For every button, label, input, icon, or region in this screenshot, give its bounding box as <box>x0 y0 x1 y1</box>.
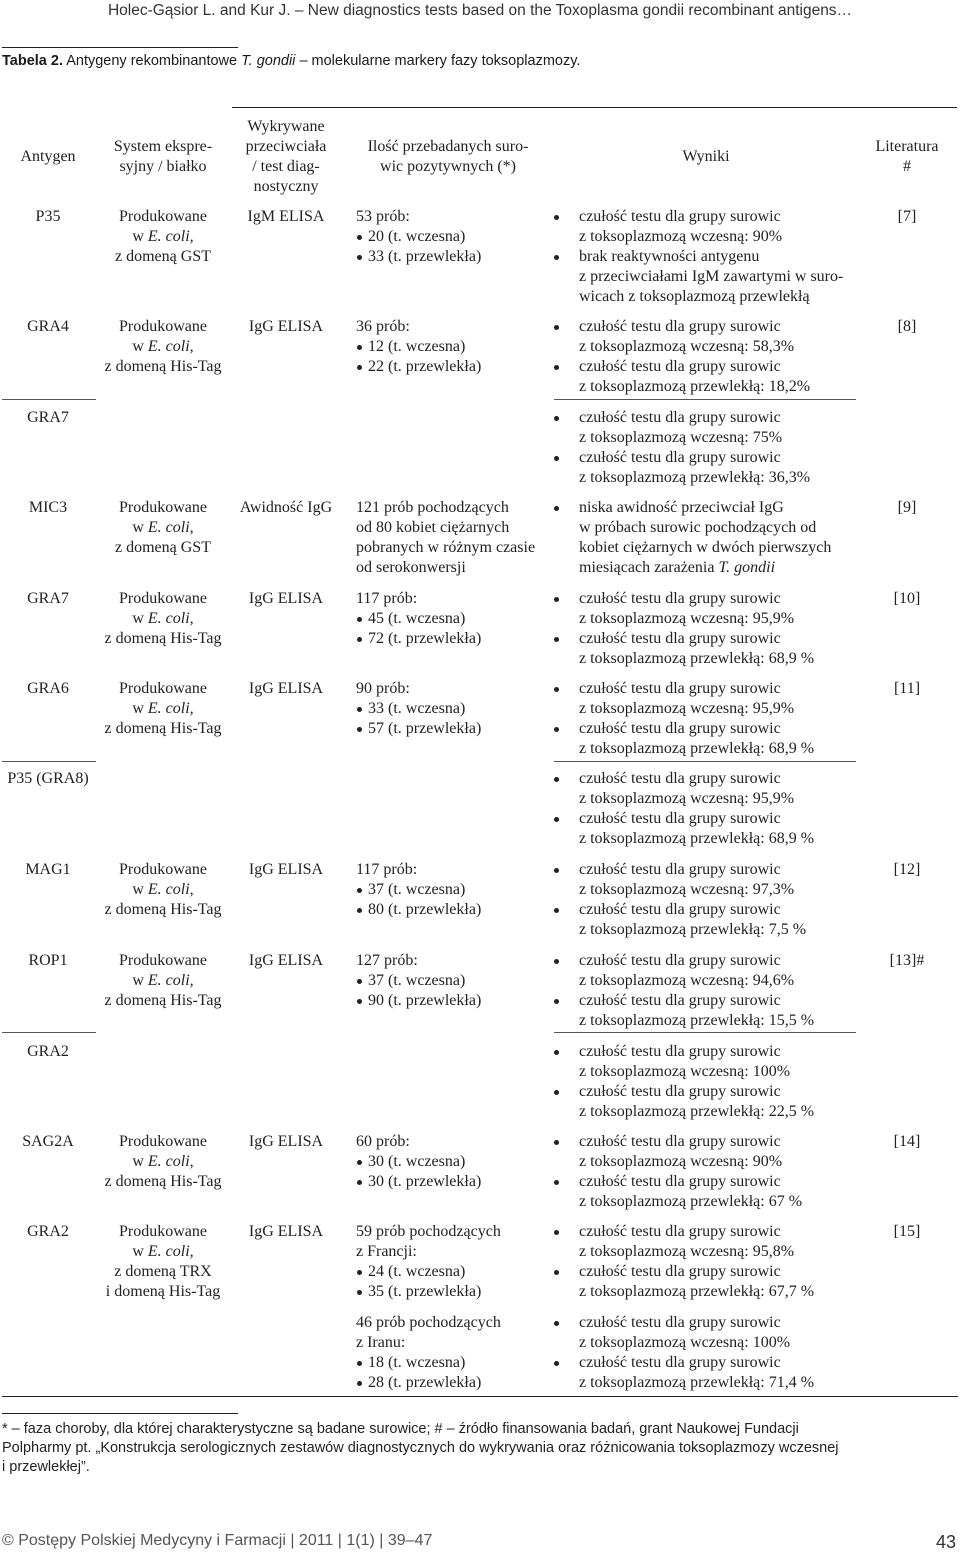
result-line: z toksoplazmozą wczesną: 90% <box>579 1153 783 1170</box>
count-item: 35 (t. przewlekła) <box>356 1282 546 1302</box>
result-line: z toksoplazmozą przewlekłą: 18,2% <box>579 378 811 395</box>
result-line: czułość testu dla grupy surowic <box>579 1083 781 1100</box>
system-line: z domeną His-Tag <box>104 992 222 1009</box>
literature-cell: [9] <box>897 499 917 516</box>
table-footnote <box>2 1420 958 1477</box>
count-line: 90 prób: <box>356 680 410 697</box>
count-cell <box>356 1313 546 1393</box>
system-prefix: w <box>132 1243 148 1260</box>
result-item <box>566 1313 866 1353</box>
result-line: z toksoplazmozą przewlekłą: 36,3% <box>579 469 811 486</box>
header-count <box>342 137 554 177</box>
results-cell <box>554 769 866 849</box>
count-item: 30 (t. wczesna) <box>356 1152 546 1172</box>
result-item <box>566 589 866 629</box>
system-line: z domeną GST <box>115 248 211 265</box>
system-cell <box>96 860 230 920</box>
result-line: z toksoplazmozą przewlekłą: 67 % <box>579 1193 803 1210</box>
header-results: Wyniki <box>682 148 730 165</box>
header-antibodies-line: przeciwciała <box>245 138 327 155</box>
system-prefix: w <box>132 610 148 627</box>
result-line: z toksoplazmozą wczesną: 100% <box>579 1334 791 1351</box>
result-line: z toksoplazmozą przewlekłą: 71,4 % <box>579 1374 815 1391</box>
result-line: czułość testu dla grupy surowic <box>579 810 781 827</box>
result-item <box>566 247 866 307</box>
result-line: z toksoplazmozą przewlekłą: 22,5 % <box>579 1103 815 1120</box>
result-line: czułość testu dla grupy surowic <box>579 901 781 918</box>
antigen-cell: GRA2 <box>27 1223 69 1240</box>
result-line <box>579 558 866 578</box>
result-line: z toksoplazmozą przewlekłą: 67,7 % <box>579 1283 815 1300</box>
result-line: czułość testu dla grupy surowic <box>579 952 781 969</box>
antigen-cell: GRA7 <box>27 590 69 607</box>
result-line: czułość testu dla grupy surowic <box>579 861 781 878</box>
table-bottom-rule <box>2 1396 958 1397</box>
count-item: 30 (t. przewlekła) <box>356 1172 546 1192</box>
system-line <box>96 971 230 991</box>
literature-cell: [8] <box>897 318 917 335</box>
row-divider <box>554 1032 856 1033</box>
results-cell <box>554 860 866 940</box>
result-line: z toksoplazmozą wczesną: 90% <box>579 228 783 245</box>
result-line: czułość testu dla grupy surowic <box>579 1223 781 1240</box>
system-line <box>96 1242 230 1262</box>
result-item <box>566 900 866 940</box>
system-cell <box>96 679 230 739</box>
count-cell <box>356 589 546 649</box>
system-line: Produkowane <box>119 952 207 969</box>
system-organism: E. coli, <box>147 228 194 245</box>
header-literature <box>856 137 958 177</box>
result-line: kobiet ciężarnych w dwóch pierwszych <box>579 539 832 556</box>
system-cell <box>96 1222 230 1302</box>
count-cell <box>356 207 546 267</box>
result-line: czułość testu dla grupy surowic <box>579 630 781 647</box>
system-cell <box>96 589 230 649</box>
antigen-cell: MAG1 <box>25 861 71 878</box>
count-line: 60 prób: <box>356 1133 410 1150</box>
result-text: miesiącach zarażenia <box>579 559 719 576</box>
result-line: z toksoplazmozą wczesną: 95,9% <box>579 700 795 717</box>
count-cell <box>356 317 546 377</box>
system-line <box>96 227 230 247</box>
result-item <box>566 769 866 809</box>
system-line <box>96 337 230 357</box>
result-line: z toksoplazmozą wczesną: 97,3% <box>579 881 795 898</box>
system-organism: E. coli, <box>147 972 194 989</box>
system-organism: E. coli, <box>147 1153 194 1170</box>
count-item: 37 (t. wczesna) <box>356 880 546 900</box>
caption-rule <box>2 47 238 48</box>
caption-post: – molekularne markery fazy toksoplazmozy. <box>295 53 581 69</box>
count-line: od serokonwersji <box>356 559 466 576</box>
system-line: Produkowane <box>119 1223 207 1240</box>
header-antibodies-line: nostyczny <box>253 178 319 195</box>
antigen-cell: GRA7 <box>27 409 69 426</box>
system-line: z domeną His-Tag <box>104 358 222 375</box>
result-line: z toksoplazmozą przewlekłą: 68,9 % <box>579 650 815 667</box>
literature-cell: [11] <box>893 680 921 697</box>
count-line: 121 prób pochodzących <box>356 499 509 516</box>
system-cell <box>96 951 230 1011</box>
results-cell <box>554 589 866 669</box>
count-line: z Iranu: <box>356 1334 406 1351</box>
result-line: czułość testu dla grupy surowic <box>579 680 781 697</box>
result-line: czułość testu dla grupy surowic <box>579 1314 781 1331</box>
system-line: Produkowane <box>119 499 207 516</box>
count-line: 53 prób: <box>356 208 410 225</box>
system-line: z domeną TRX <box>114 1263 212 1280</box>
antigen-cell: P35 <box>35 208 61 225</box>
system-organism: E. coli, <box>147 700 194 717</box>
result-line: z przeciwciałami IgM zawartymi w suro- <box>579 268 844 285</box>
count-line: od 80 kobiet ciężarnych <box>356 519 510 536</box>
result-line: z toksoplazmozą wczesną: 75% <box>579 429 783 446</box>
result-item <box>566 1042 866 1082</box>
result-line: czułość testu dla grupy surowic <box>579 1173 781 1190</box>
header-antigen: Antygen <box>20 148 76 165</box>
system-cell <box>96 1132 230 1192</box>
system-prefix: w <box>132 228 148 245</box>
result-item <box>566 1353 866 1393</box>
count-cell <box>356 951 546 1011</box>
count-item: 45 (t. wczesna) <box>356 609 546 629</box>
result-item <box>566 207 866 247</box>
system-line <box>96 518 230 538</box>
result-item <box>566 448 866 488</box>
count-item: 33 (t. przewlekła) <box>356 247 546 267</box>
test-cell: IgG ELISA <box>248 861 324 878</box>
result-item <box>566 719 866 759</box>
result-species: T. gondii <box>718 559 776 576</box>
literature-cell: [12] <box>893 861 921 878</box>
footnote-line: Polpharmy pt. „Konstrukcja serologicznych zestawów diagnostycznych do wykrywania oraz różnicowania toksoplazmozy wczesnej <box>2 1440 839 1456</box>
result-item <box>566 1222 866 1262</box>
count-item: 24 (t. wczesna) <box>356 1262 546 1282</box>
result-line: z toksoplazmozą wczesną: 58,3% <box>579 338 795 355</box>
antigen-cell: GRA6 <box>27 680 69 697</box>
result-line: czułość testu dla grupy surowic <box>579 1263 781 1280</box>
system-line: z domeną His-Tag <box>104 630 222 647</box>
antigen-cell: GRA2 <box>27 1043 69 1060</box>
result-line: z toksoplazmozą wczesną: 95,8% <box>579 1243 795 1260</box>
result-item <box>566 1262 866 1302</box>
result-item <box>566 1172 866 1212</box>
count-item: 72 (t. przewlekła) <box>356 629 546 649</box>
antigen-cell: SAG2A <box>22 1133 74 1150</box>
result-line: czułość testu dla grupy surowic <box>579 720 781 737</box>
header-system <box>96 137 230 177</box>
results-cell <box>554 951 866 1031</box>
system-prefix: w <box>132 972 148 989</box>
result-line: czułość testu dla grupy surowic <box>579 358 781 375</box>
result-item <box>566 1132 866 1172</box>
header-count-line: Ilość przebadanych suro- <box>367 138 529 155</box>
count-cell <box>356 1132 546 1192</box>
result-line: czułość testu dla grupy surowic <box>579 208 781 225</box>
antigen-cell: GRA4 <box>27 318 69 335</box>
test-cell: IgG ELISA <box>248 1133 324 1150</box>
row-divider <box>2 761 96 762</box>
system-line <box>96 699 230 719</box>
literature-cell: [10] <box>893 590 921 607</box>
result-item <box>566 629 866 669</box>
system-organism: E. coli, <box>147 519 194 536</box>
system-line <box>96 1152 230 1172</box>
test-cell: Awidność IgG <box>239 499 333 516</box>
antigen-cell: ROP1 <box>28 952 68 969</box>
count-cell <box>356 1222 546 1302</box>
result-line: brak reaktywności antygenu <box>579 248 760 265</box>
literature-cell: [13]# <box>889 952 925 969</box>
result-item <box>566 809 866 849</box>
system-organism: E. coli, <box>147 1243 194 1260</box>
result-line: wicach z toksoplazmozą przewlekłą <box>579 288 810 305</box>
table-caption <box>2 53 580 69</box>
header-antibodies-line: / test diag- <box>252 158 320 175</box>
system-line: z domeną His-Tag <box>104 1173 222 1190</box>
system-line <box>96 609 230 629</box>
result-line: z toksoplazmozą przewlekłą: 68,9 % <box>579 830 815 847</box>
header-literature-line: # <box>903 158 911 175</box>
count-line: 117 prób: <box>356 861 418 878</box>
results-cell <box>554 498 866 578</box>
count-line: pobranych w różnym czasie <box>356 539 536 556</box>
results-cell <box>554 1042 866 1122</box>
header-antibodies-line: Wykrywane <box>247 118 325 135</box>
count-item: 20 (t. wczesna) <box>356 227 546 247</box>
result-line: czułość testu dla grupy surowic <box>579 409 781 426</box>
header-system-line: System ekspre- <box>113 138 213 155</box>
journal-citation: © Postępy Polskiej Medycyny i Farmacji | 2011 | 1(1) | 39–47 <box>2 1532 433 1549</box>
results-cell <box>554 679 866 759</box>
count-item: 57 (t. przewlekła) <box>356 719 546 739</box>
caption-pre: Antygeny rekombinantowe <box>62 53 242 69</box>
count-line: 127 prób: <box>356 952 418 969</box>
result-line: czułość testu dla grupy surowic <box>579 1043 781 1060</box>
count-item: 28 (t. przewlekła) <box>356 1373 546 1393</box>
result-line: w próbach surowic pochodzących od <box>579 519 817 536</box>
result-line: czułość testu dla grupy surowic <box>579 1354 781 1371</box>
result-line: z toksoplazmozą przewlekłą: 15,5 % <box>579 1012 815 1029</box>
system-prefix: w <box>132 1153 148 1170</box>
system-cell <box>96 207 230 267</box>
count-item: 90 (t. przewlekła) <box>356 991 546 1011</box>
header-system-line: syjny / białko <box>119 158 207 175</box>
footnote-line: i przewlekłej”. <box>2 1459 90 1475</box>
results-cell <box>554 1222 866 1302</box>
system-prefix: w <box>132 700 148 717</box>
test-cell: IgG ELISA <box>248 318 324 335</box>
running-head: Holec-Gąsior L. and Kur J. – New diagnostics tests based on the Toxoplasma gondii recombinant antigens… <box>107 2 853 19</box>
system-line <box>96 880 230 900</box>
antigen-cell: MIC3 <box>28 499 68 516</box>
system-line: Produkowane <box>119 590 207 607</box>
literature-cell: [15] <box>893 1223 921 1240</box>
results-cell <box>554 317 866 397</box>
result-item <box>566 860 866 900</box>
system-organism: E. coli, <box>147 881 194 898</box>
header-antibodies <box>230 117 342 197</box>
results-cell <box>554 1313 866 1393</box>
result-line: czułość testu dla grupy surowic <box>579 318 781 335</box>
system-prefix: w <box>132 881 148 898</box>
result-item <box>566 1082 866 1122</box>
caption-label: Tabela 2. <box>2 53 63 69</box>
system-line: Produkowane <box>119 1133 207 1150</box>
count-line: 117 prób: <box>356 590 418 607</box>
count-line: 46 prób pochodzących <box>356 1314 501 1331</box>
test-cell: IgG ELISA <box>248 952 324 969</box>
system-prefix: w <box>132 519 148 536</box>
count-line: 59 prób pochodzących <box>356 1223 501 1240</box>
result-line: czułość testu dla grupy surowic <box>579 449 781 466</box>
result-line: z toksoplazmozą przewlekłą: 68,9 % <box>579 740 815 757</box>
system-organism: E. coli, <box>147 338 194 355</box>
row-divider <box>554 399 856 400</box>
literature-cell: [14] <box>893 1133 921 1150</box>
result-item <box>566 408 866 448</box>
result-line: niska awidność przeciwciał IgG <box>579 499 784 516</box>
system-line: z domeną His-Tag <box>104 901 222 918</box>
result-line: czułość testu dla grupy surowic <box>579 770 781 787</box>
test-cell: IgG ELISA <box>248 1223 324 1240</box>
count-item: 33 (t. wczesna) <box>356 699 546 719</box>
row-divider <box>2 399 96 400</box>
system-line: z domeną GST <box>115 539 211 556</box>
count-line: 36 prób: <box>356 318 410 335</box>
system-organism: E. coli, <box>147 610 194 627</box>
result-item <box>566 951 866 991</box>
count-cell <box>356 860 546 920</box>
footnote-rule <box>2 1413 238 1414</box>
header-count-line: wic pozytywnych (*) <box>380 158 516 175</box>
header-literature-line: Literatura <box>875 138 939 155</box>
result-line: czułość testu dla grupy surowic <box>579 590 781 607</box>
count-cell <box>356 679 546 739</box>
antigen-cell: P35 (GRA8) <box>7 770 89 787</box>
system-cell <box>96 498 230 558</box>
count-item: 18 (t. wczesna) <box>356 1353 546 1373</box>
result-item <box>566 498 866 578</box>
page-number: 43 <box>935 1532 956 1552</box>
row-divider <box>2 1032 96 1033</box>
literature-cell: [7] <box>897 208 917 225</box>
system-line: Produkowane <box>119 680 207 697</box>
caption-species: T. gondii <box>241 53 296 69</box>
count-item: 80 (t. przewlekła) <box>356 900 546 920</box>
results-cell <box>554 207 866 307</box>
row-divider <box>554 761 856 762</box>
system-cell <box>96 317 230 377</box>
result-line: z toksoplazmozą wczesną: 95,9% <box>579 610 795 627</box>
count-item: 12 (t. wczesna) <box>356 337 546 357</box>
result-line: czułość testu dla grupy surowic <box>579 992 781 1009</box>
count-item: 22 (t. przewlekła) <box>356 357 546 377</box>
system-prefix: w <box>132 338 148 355</box>
result-item <box>566 357 866 397</box>
result-line: z toksoplazmozą przewlekłą: 7,5 % <box>579 921 807 938</box>
test-cell: IgM ELISA <box>247 208 325 225</box>
result-item <box>566 991 866 1031</box>
results-cell <box>554 1132 866 1212</box>
result-line: z toksoplazmozą wczesną: 95,9% <box>579 790 795 807</box>
test-cell: IgG ELISA <box>248 680 324 697</box>
system-line: Produkowane <box>119 318 207 335</box>
test-cell: IgG ELISA <box>248 590 324 607</box>
result-line: z toksoplazmozą wczesną: 94,6% <box>579 972 795 989</box>
count-item: 37 (t. wczesna) <box>356 971 546 991</box>
results-cell <box>554 408 866 488</box>
table-top-rule <box>232 107 957 108</box>
result-item <box>566 679 866 719</box>
system-line: Produkowane <box>119 861 207 878</box>
result-line: z toksoplazmozą wczesną: 100% <box>579 1063 791 1080</box>
system-line: z domeną His-Tag <box>104 720 222 737</box>
count-cell <box>356 498 546 578</box>
result-line: czułość testu dla grupy surowic <box>579 1133 781 1150</box>
count-line: z Francji: <box>356 1243 417 1260</box>
result-item <box>566 317 866 357</box>
footnote-line: * – faza choroby, dla której charakterystyczne są badane surowice; # – źródło finansowania badań, grant Naukowej Fundacji <box>2 1421 799 1437</box>
system-line: Produkowane <box>119 208 207 225</box>
system-line: i domeną His-Tag <box>105 1283 221 1300</box>
